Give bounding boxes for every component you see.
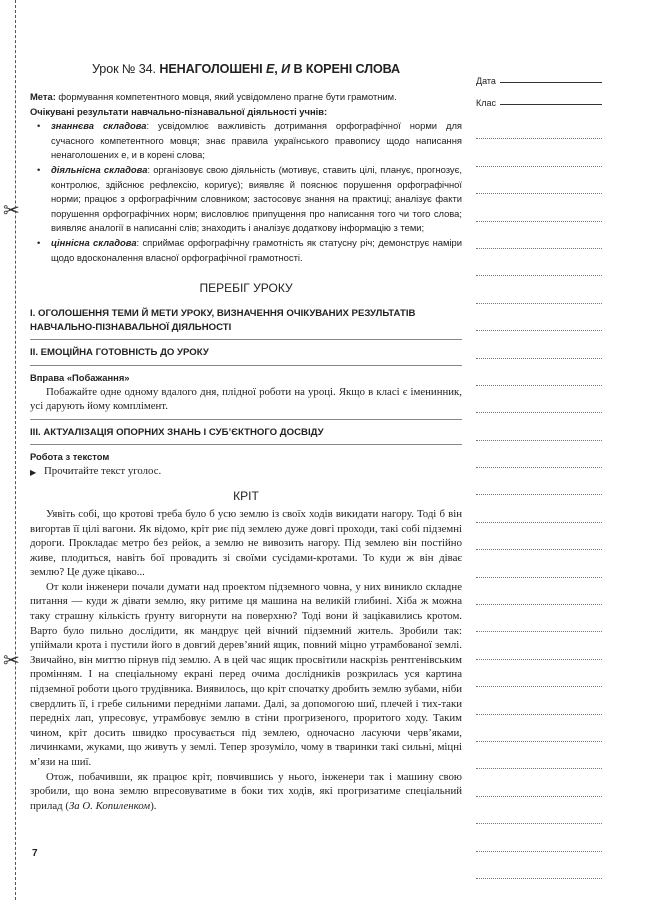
section-3-heading: III. АКТУАЛІЗАЦІЯ ОПОРНИХ ЗНАНЬ І СУБ’ЄКТНОГО ДОСВІДУ <box>30 426 324 438</box>
note-line[interactable] <box>476 441 602 468</box>
story-paragraph: От коли інженери почали думати над проектом підземного човна, у них виникло складне питання — куди ж дівати землю, яку ритиме ця машина на великій глибині. Хіба ж можна таку страшну кількість ґрунту вигорнути на поверхню? Тоді вони й зацікавились кротом. Варто було пильно дослідити, як мандрує цей вічний підземний житель. Зробили так: упіймали крота і пустили його в довгий дерев’яний ящик, повний міцно утрамбованої землі. Звичайно, він миттю пірнув під землю. А в цей час ящик просвітили наскрізь рентгенівським промінням. І на спеціальному екрані перед очима дослідників розкрилась уся картина підземної роботи цього трудівника. Виявилось, що кріт спочатку дробить землю зубами, ніби свердлить її, і гребе сильними передніми лапами. Далі, за допомогою шиї, плечей і тих-таки передніх лап, упресовує, утрамбовує землю в стіни прогризеного, прoритого ходу. Таким чином, кріт досить швидко просувається під землею, одночасно ласуючи черв’яками, личинками, жуками, що живуть у землі. Тепер зрозуміло, чому в тваринки такі сильні, міцні м’язи на шиї. <box>30 580 462 768</box>
note-line[interactable] <box>476 304 602 331</box>
notes-lines[interactable] <box>476 112 602 879</box>
scissors-icon: ✂ <box>3 198 20 222</box>
bullet-knowledge: • знаннєва складова: усвідомлює важливість дотримання орфографічної норми для сучасного компетентного мовця; знає правила українського правопису щодо написання ненаголошених е, и в корені слова; <box>37 120 462 161</box>
exercise-text: Побажайте одне одному вдалого дня, плідної роботи на уроці. Якщо в класі є іменинник, усі дарують йому комплімент. <box>30 385 462 413</box>
note-line[interactable] <box>476 194 602 221</box>
note-line[interactable] <box>476 852 602 879</box>
note-line[interactable] <box>476 139 602 166</box>
main-content <box>30 62 462 813</box>
lesson-goal: Мета: формування компетентного мовця, який усвідомлено прагне бути грамотним. <box>30 91 397 102</box>
note-line[interactable] <box>476 769 602 796</box>
scissors-icon: ✂ <box>3 648 20 672</box>
note-line[interactable] <box>476 386 602 413</box>
divider <box>30 339 462 340</box>
note-line[interactable] <box>476 359 602 386</box>
note-line[interactable] <box>476 167 602 194</box>
note-line[interactable] <box>476 222 602 249</box>
exercise-title: Вправа «Побажання» <box>30 371 130 383</box>
course-heading: ПЕРЕБІГ УРОКУ <box>199 281 293 296</box>
cut-line <box>15 0 16 900</box>
divider <box>30 365 462 366</box>
note-line[interactable] <box>476 523 602 550</box>
triangle-icon: ▶ <box>30 468 37 478</box>
note-line[interactable] <box>476 578 602 605</box>
note-line[interactable] <box>476 468 602 495</box>
divider <box>30 419 462 420</box>
note-line[interactable] <box>476 632 602 659</box>
note-line[interactable] <box>476 550 602 577</box>
note-line[interactable] <box>476 495 602 522</box>
note-line[interactable] <box>476 797 602 824</box>
note-line[interactable] <box>476 276 602 303</box>
notes-column <box>476 64 602 879</box>
note-line[interactable] <box>476 824 602 851</box>
bullet-activity: • діяльнісна складова: організовує свою діяльність (мотивує, ставить цілі, планує, прогнозує, контролює, здійснює рефлексію, коригує); виявляє й пояснює порушення орфографічної норми; працює з орфографічним словником; застосовує знання на практиці; аналізує факти порушення орфографічних норм; висловлює припущення про написання того чи того слова; виявляє аналогії в написанні слів; знаходить і аналізує додаткову інформацію з теми; <box>37 163 462 234</box>
note-line[interactable] <box>476 249 602 276</box>
class-field[interactable]: Клас <box>476 86 602 108</box>
note-line[interactable] <box>476 112 602 139</box>
bullet-values: • ціннісна складова: сприймає орфографічну грамотність як статусну річ; демонструє наміри щодо вдосконалення власної орфографічної грамотності. <box>37 236 463 263</box>
section-1-heading: I. ОГОЛОШЕННЯ ТЕМИ Й МЕТИ УРОКУ, ВИЗНАЧЕННЯ ОЧІКУВАНИХ РЕЗУЛЬТАТІВ НАВЧАЛЬНО-ПІЗНАВАЛЬНОЇ ДІЯЛЬНОСТІ <box>30 308 416 333</box>
story-title: КРІТ <box>233 488 259 503</box>
task-item: ▶ Прочитайте текст уголос. <box>30 464 462 481</box>
note-line[interactable] <box>476 660 602 687</box>
story-paragraph: Отож, побачивши, як працює кріт, повчившись у нього, інженери так і машину свою зробили, що вона землю впресовуватиме в боки тих ходів, які прогризатиме спеціальний прилад (За О. Копиленком). <box>30 770 462 812</box>
note-line[interactable] <box>476 413 602 440</box>
lesson-title: Урок № 34. НЕНАГОЛОШЕНІ Е, И В КОРЕНІ СЛОВА <box>91 62 401 76</box>
results-heading: Очікувані результати навчально-пізнавальної діяльності учнів: <box>30 105 328 117</box>
note-line[interactable] <box>476 331 602 358</box>
note-line[interactable] <box>476 715 602 742</box>
divider <box>30 444 462 445</box>
date-field[interactable]: Дата <box>476 64 602 86</box>
section-2-heading: II. ЕМОЦІЙНА ГОТОВНІСТЬ ДО УРОКУ <box>30 347 209 359</box>
story-source: За О. Копиленком <box>68 799 151 812</box>
work-title: Робота з текстом <box>30 451 110 463</box>
note-line[interactable] <box>476 605 602 632</box>
page-number: 7 <box>32 848 38 859</box>
story-paragraph: Уявіть собі, що кротові треба було б усю землю із своїх ходів викидати нагору. Тоді б він вигортав її цілі вагони. Як відомо, кріт риє під землею дуже довгі проходи, такі собі підземні дороги. Прокладає метро без рейок, а землю не вивозить нагору. Під землею він постійно живе, плодиться, навіть бої провадить зі своїми сусідами-кротами. То куди ж він діває землю? Це дуже цікаво... <box>30 507 462 579</box>
note-line[interactable] <box>476 687 602 714</box>
note-line[interactable] <box>476 742 602 769</box>
